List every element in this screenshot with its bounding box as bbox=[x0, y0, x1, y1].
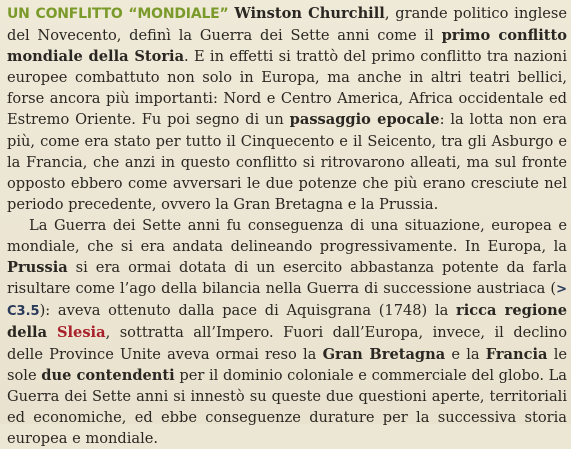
text-run: si era ormai dotata di un esercito abbastanza potente da farla risultare come l’ago della bilancia nella Guerra di successione austriaca ( bbox=[7, 259, 567, 298]
text-run: per il dominio coloniale e commerciale del globo. La Guerra dei Sette anni si innestò su queste due questioni aperte, territoriali ed economiche, ed ebbe conseguenze durature per la successiva storia europea e mondiale. bbox=[7, 366, 568, 447]
chapter-reference: > C3.5 bbox=[7, 282, 567, 320]
text-run: . E in effetti si trattò del primo conflitto tra nazioni europee combattuto non solo in Europa, ma anche in altri teatri bellici, forse ancora più importanti: Nord e Centro America, Africa occidentale ed Estremo Oriente. Fu poi segno di un bbox=[7, 48, 568, 129]
bold-term: Francia bbox=[485, 345, 548, 363]
text-run: , grande politico inglese del Novecento, definì la Guerra dei Sette anni come il bbox=[7, 5, 568, 45]
section-heading: UN CONFLITTO “MONDIALE” bbox=[7, 6, 229, 22]
text-run: le sole bbox=[7, 345, 568, 384]
paragraph-2-body bbox=[7, 217, 567, 447]
paragraph-1 bbox=[7, 3, 567, 215]
text-run: : la lotta non era più, come era stato per tutto il Cinquecento e il Seicento, tra gli Asburgo e la Francia, che anzi in questo conflitto si ritrovarono alleati, ma sul fronte opposto ebbero come avversari le due potenze che più erano cresciute nel periodo precedente, ovvero la Gran Bretagna e la Prussia. bbox=[7, 111, 568, 213]
bold-term: ricca regione della bbox=[7, 302, 567, 342]
bold-term: Gran Bretagna bbox=[322, 345, 446, 363]
bold-term: due contendenti bbox=[41, 366, 175, 384]
text-run: e la bbox=[445, 345, 486, 363]
paragraph-2 bbox=[7, 215, 567, 449]
bold-term: Winston Churchill bbox=[234, 5, 385, 22]
paragraph-1-body bbox=[7, 5, 567, 213]
bold-term: primo conflitto mondiale della Storia bbox=[7, 27, 568, 66]
bold-term: passaggio epocale bbox=[289, 111, 440, 129]
bold-term: Prussia bbox=[7, 259, 68, 277]
text-run: La Guerra dei Sette anni fu conseguenza di una situazione, europea e mondiale, che si era andata delineando progressivamente. In Europa, la bbox=[7, 216, 567, 256]
text-run: ): aveva ottenuto dalla pace di Aquisgrana (1748) la bbox=[39, 302, 457, 320]
text-run: , sottratta all’Impero. Fuori dall’Europa, invece, il declino delle Province Unite aveva ormai reso la bbox=[7, 324, 567, 363]
highlighted-term: Slesia bbox=[56, 324, 106, 342]
